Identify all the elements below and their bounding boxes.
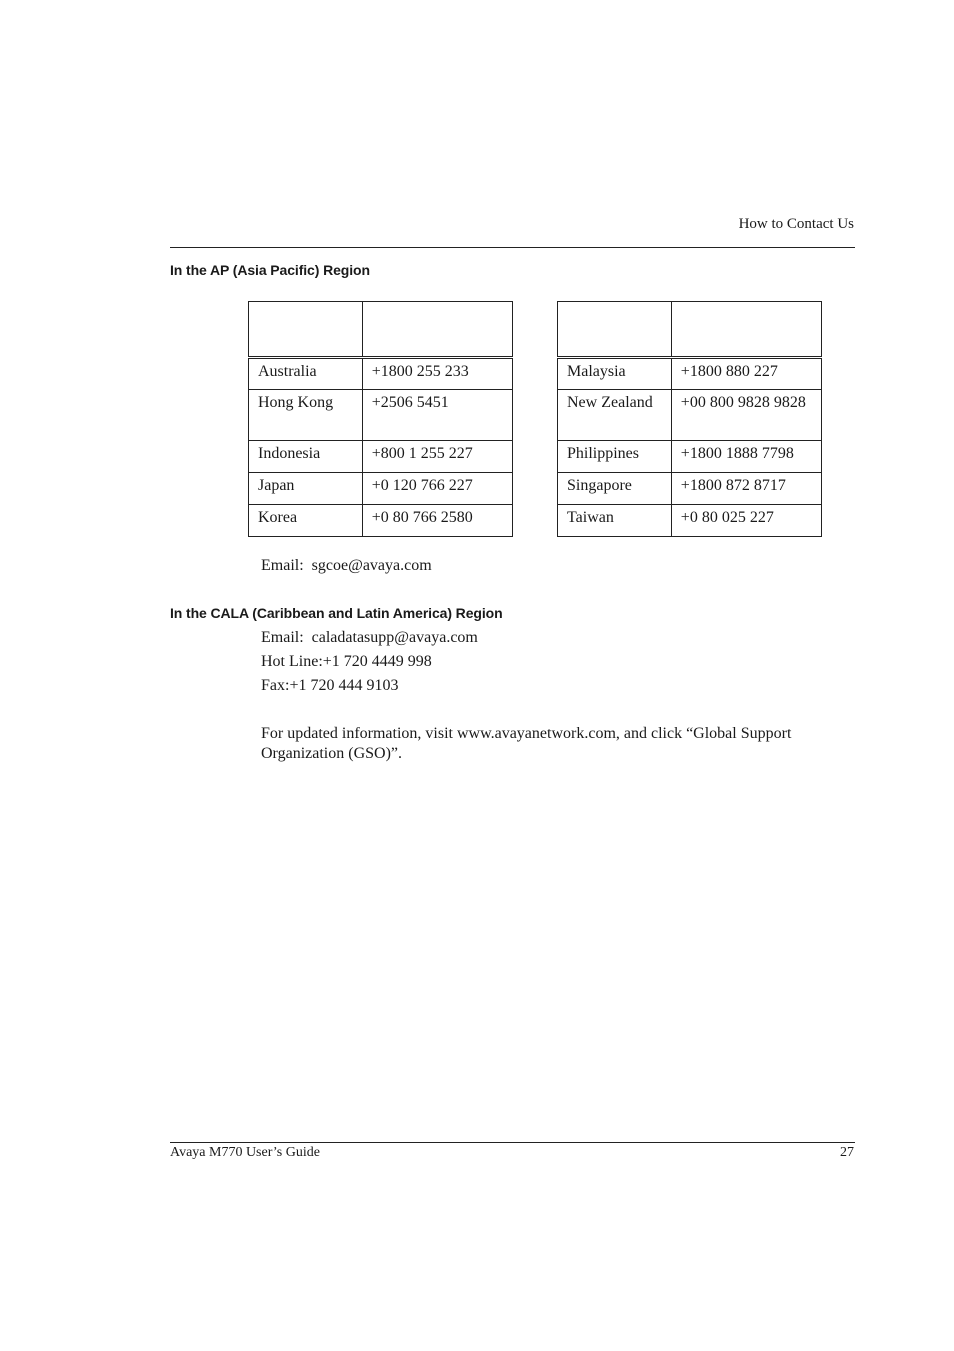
phone-cell: +0 80 025 227 bbox=[671, 505, 821, 537]
updated-info-paragraph: For updated information, visit www.avayanetwork.com, and click “Global Support Organization (GSO)”. bbox=[261, 725, 792, 762]
table-header-cell bbox=[362, 302, 512, 358]
table-row bbox=[249, 473, 513, 505]
phone-cell: +2506 5451 bbox=[362, 390, 512, 441]
phone-cell: +00 800 9828 9828 bbox=[671, 390, 821, 441]
table-row bbox=[249, 505, 513, 537]
country-cell: Japan bbox=[249, 473, 363, 505]
country-cell: Singapore bbox=[558, 473, 672, 505]
table-header-cell bbox=[671, 302, 821, 358]
table-row bbox=[558, 505, 822, 537]
table-row bbox=[558, 390, 822, 441]
country-cell: Taiwan bbox=[558, 505, 672, 537]
ap-email-line: Email: sgcoe@avaya.com bbox=[261, 557, 432, 574]
country-cell: New Zealand bbox=[558, 390, 672, 441]
footer-guide-title: Avaya M770 User’s Guide bbox=[170, 1145, 320, 1160]
table-row bbox=[249, 390, 513, 441]
phone-cell: +1800 255 233 bbox=[362, 358, 512, 390]
table-row bbox=[249, 358, 513, 390]
table-header-row bbox=[558, 302, 822, 358]
cala-fax-line: Fax:+1 720 444 9103 bbox=[261, 677, 399, 694]
header-rule bbox=[170, 247, 855, 248]
footer-rule bbox=[170, 1142, 855, 1143]
country-cell: Korea bbox=[249, 505, 363, 537]
footer-page-number: 27 bbox=[840, 1145, 854, 1160]
ap-right-table bbox=[557, 301, 822, 537]
phone-cell: +0 120 766 227 bbox=[362, 473, 512, 505]
table-header-row bbox=[249, 302, 513, 358]
table-header-cell bbox=[249, 302, 363, 358]
phone-cell: +1800 880 227 bbox=[671, 358, 821, 390]
cala-email-line: Email: caladatasupp@avaya.com bbox=[261, 629, 478, 646]
table-row bbox=[558, 441, 822, 473]
country-cell: Hong Kong bbox=[249, 390, 363, 441]
running-header: How to Contact Us bbox=[738, 216, 854, 232]
country-cell: Philippines bbox=[558, 441, 672, 473]
ap-region-heading: In the AP (Asia Pacific) Region bbox=[170, 262, 370, 278]
table-row bbox=[558, 358, 822, 390]
country-cell: Indonesia bbox=[249, 441, 363, 473]
country-cell: Australia bbox=[249, 358, 363, 390]
table-header-cell bbox=[558, 302, 672, 358]
phone-cell: +0 80 766 2580 bbox=[362, 505, 512, 537]
phone-cell: +1800 872 8717 bbox=[671, 473, 821, 505]
country-cell: Malaysia bbox=[558, 358, 672, 390]
ap-left-table bbox=[248, 301, 513, 537]
phone-cell: +1800 1888 7798 bbox=[671, 441, 821, 473]
table-row bbox=[249, 441, 513, 473]
phone-cell: +800 1 255 227 bbox=[362, 441, 512, 473]
table-row bbox=[558, 473, 822, 505]
cala-region-heading: In the CALA (Caribbean and Latin America) Region bbox=[170, 605, 503, 621]
cala-hotline-line: Hot Line:+1 720 4449 998 bbox=[261, 653, 432, 670]
